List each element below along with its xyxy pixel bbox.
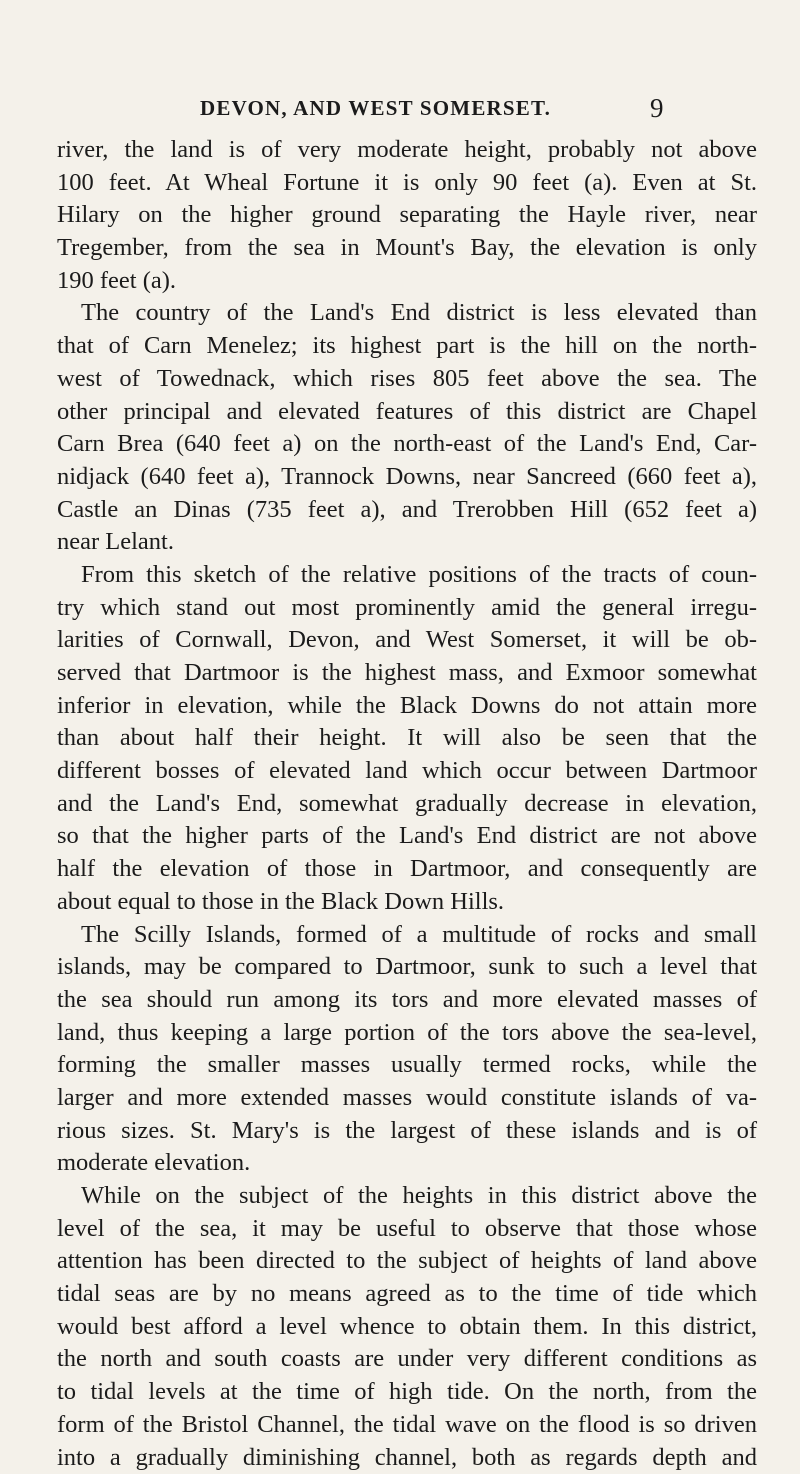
text-line: about equal to those in the Black Down Hills. <box>57 886 757 919</box>
text-line: so that the higher parts of the Land's End district are not above <box>57 820 757 853</box>
body-text <box>57 134 757 1474</box>
running-header <box>0 96 800 126</box>
text-line: river, the land is of very moderate height, probably not above <box>57 134 757 167</box>
running-title: DEVON, AND WEST SOMERSET. <box>200 96 551 121</box>
page-number: 9 <box>650 93 664 124</box>
text-line: Tregember, from the sea in Mount's Bay, the elevation is only <box>57 232 757 265</box>
text-line: other principal and elevated features of this district are Chapel <box>57 396 757 429</box>
text-line: From this sketch of the relative positions of the tracts of coun- <box>57 559 757 592</box>
text-line: the sea should run among its tors and more elevated masses of <box>57 984 757 1017</box>
text-line: would best afford a level whence to obtain them. In this district, <box>57 1311 757 1344</box>
text-line: than about half their height. It will also be seen that the <box>57 722 757 755</box>
text-line: form of the Bristol Channel, the tidal wave on the flood is so driven <box>57 1409 757 1442</box>
text-line: While on the subject of the heights in this district above the <box>57 1180 757 1213</box>
text-line: The country of the Land's End district is less elevated than <box>57 297 757 330</box>
text-line: rious sizes. St. Mary's is the largest of these islands and is of <box>57 1115 757 1148</box>
text-line: forming the smaller masses usually termed rocks, while the <box>57 1049 757 1082</box>
text-line: nidjack (640 feet a), Trannock Downs, near Sancreed (660 feet a), <box>57 461 757 494</box>
text-line: Hilary on the higher ground separating the Hayle river, near <box>57 199 757 232</box>
text-line: try which stand out most prominently amid the general irregu- <box>57 592 757 625</box>
text-line: that of Carn Menelez; its highest part is the hill on the north- <box>57 330 757 363</box>
text-line: larities of Cornwall, Devon, and West Somerset, it will be ob- <box>57 624 757 657</box>
text-line: inferior in elevation, while the Black Downs do not attain more <box>57 690 757 723</box>
text-line: the north and south coasts are under very different conditions as <box>57 1343 757 1376</box>
text-line: half the elevation of those in Dartmoor, and consequently are <box>57 853 757 886</box>
text-line: 100 feet. At Wheal Fortune it is only 90 feet (a). Even at St. <box>57 167 757 200</box>
text-line: into a gradually diminishing channel, both as regards depth and <box>57 1442 757 1474</box>
text-line: served that Dartmoor is the highest mass, and Exmoor somewhat <box>57 657 757 690</box>
text-line: moderate elevation. <box>57 1147 757 1180</box>
text-line: attention has been directed to the subject of heights of land above <box>57 1245 757 1278</box>
text-line: larger and more extended masses would constitute islands of va- <box>57 1082 757 1115</box>
text-line: near Lelant. <box>57 526 757 559</box>
text-line: The Scilly Islands, formed of a multitude of rocks and small <box>57 919 757 952</box>
text-line: 190 feet (a). <box>57 265 757 298</box>
text-line: and the Land's End, somewhat gradually decrease in elevation, <box>57 788 757 821</box>
text-line: to tidal levels at the time of high tide. On the north, from the <box>57 1376 757 1409</box>
text-line: west of Towednack, which rises 805 feet above the sea. The <box>57 363 757 396</box>
text-line: Castle an Dinas (735 feet a), and Trerobben Hill (652 feet a) <box>57 494 757 527</box>
text-line: different bosses of elevated land which occur between Dartmoor <box>57 755 757 788</box>
text-line: level of the sea, it may be useful to observe that those whose <box>57 1213 757 1246</box>
text-line: Carn Brea (640 feet a) on the north-east of the Land's End, Car- <box>57 428 757 461</box>
text-line: islands, may be compared to Dartmoor, sunk to such a level that <box>57 951 757 984</box>
text-line: tidal seas are by no means agreed as to the time of tide which <box>57 1278 757 1311</box>
text-line: land, thus keeping a large portion of the tors above the sea-level, <box>57 1017 757 1050</box>
